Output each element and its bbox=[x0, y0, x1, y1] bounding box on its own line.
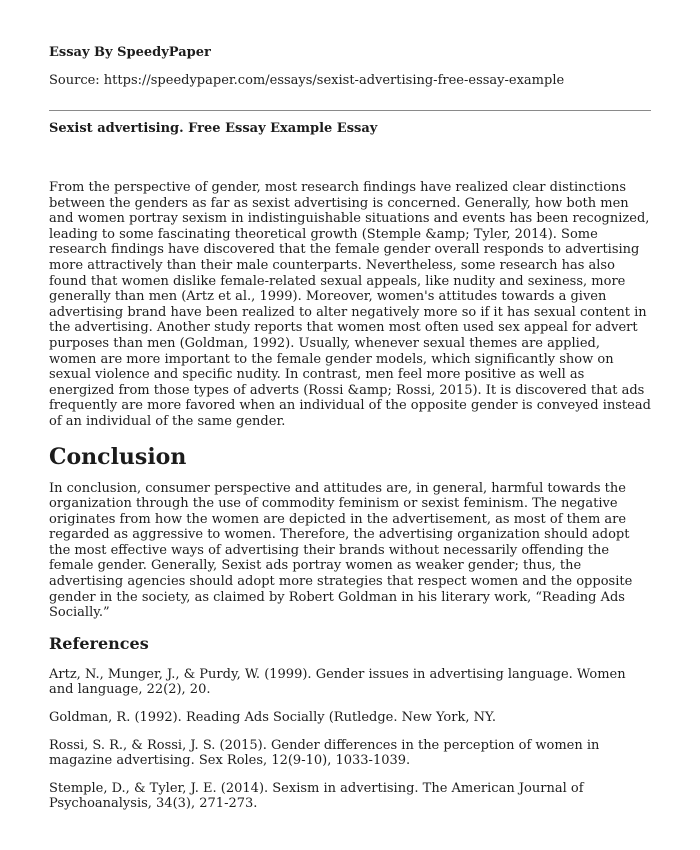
references-heading: References bbox=[49, 633, 149, 653]
reference-item: Goldman, R. (1992). Reading Ads Socially (Rutledge. New York, NY. bbox=[49, 710, 497, 726]
essay-body-paragraph: From the perspective of gender, most research findings have realized clear distinctions between the genders as far as sexist advertising is concerned. Generally, how both men and women portray sexism in indistinguishable situations and events has been recognized, leading to some fascinating theoretical growth (Stemple &amp; Tyler, 2014). Some research findings have discovered that the female gender overall responds to advertising more attractively than their male counterparts. Nevertheless, some research has also found that women dislike female-related sexual appeals, like nudity and sexiness, more generally than men (Artz et al., 1999). Moreover, women's attitudes towards a given advertising brand have been realized to alter negatively more so if it has sexual content in the advertising. Another study reports that women most often used sex appeal for advert purposes than men (Goldman, 1992). Usually, whenever sexual themes are applied, women are more important to the female gender models, which significantly show on sexual violence and specific nudity. In contrast, men feel more positive as well as energized from those types of adverts (Rossi &amp; Rossi, 2015). It is discovered that ads frequently are more favored when an individual of the opposite gender is conveyed instead of an individual of the same gender. bbox=[49, 180, 651, 429]
reference-item: Stemple, D., & Tyler, J. E. (2014). Sexism in advertising. The American Journal of Psychoanalysis, 34(3), 271-273. bbox=[49, 780, 584, 812]
conclusion-heading: Conclusion bbox=[49, 443, 187, 470]
references-list bbox=[49, 667, 651, 812]
source-line: Source: https://speedypaper.com/essays/sexist-advertising-free-essay-example bbox=[49, 73, 565, 88]
reference-item: Artz, N., Munger, J., & Purdy, W. (1999). Gender issues in advertising language. Women and language, 22(2), 20. bbox=[49, 666, 626, 698]
conclusion-paragraph: In conclusion, consumer perspective and attitudes are, in general, harmful towards the organization through the use of commodity feminism or sexist feminism. The negative originates from how the women are depicted in the advertisement, as most of them are regarded as aggressive to women. Therefore, the advertising organization should adopt the most effective ways of advertising their brands without necessarily offending the female gender. Generally, Sexist ads portray women as weaker gender; thus, the advertising agencies should adopt more strategies that respect women and the opposite gender in the society, as claimed by Robert Goldman in his literary work, “Reading Ads Socially.” bbox=[49, 480, 633, 621]
reference-item: Rossi, S. R., & Rossi, J. S. (2015). Gender differences in the perception of women in magazine advertising. Sex Roles, 12(9-10), 1033-1039. bbox=[49, 737, 600, 769]
essay-title: Sexist advertising. Free Essay Example Essay bbox=[49, 121, 378, 136]
document-header-title: Essay By SpeedyPaper bbox=[49, 45, 211, 60]
header-divider bbox=[49, 110, 651, 111]
